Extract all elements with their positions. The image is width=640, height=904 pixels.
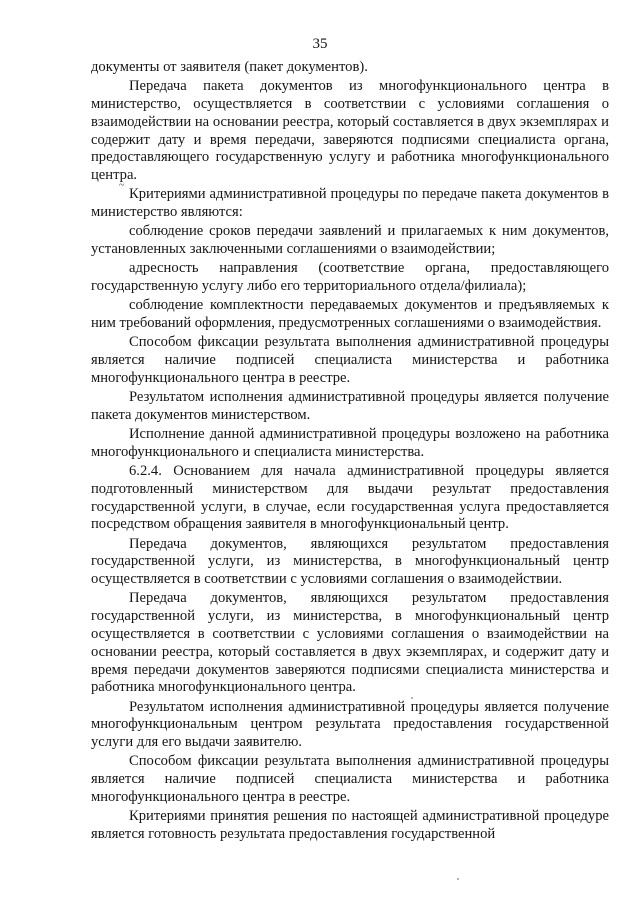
paragraph-criteria-completeness: соблюдение комплектности передаваемых документов и предъявляемых к ним требований оформления, предусмотренных соглашениями о взаимодействия. [91, 297, 609, 332]
page-number: 35 [312, 36, 328, 52]
paragraph-execution: Исполнение данной административной процедуры возложено на работника многофункционального и специалиста министерства. [91, 426, 609, 460]
paragraph-result-receipt: Результатом исполнения административной процедуры является получение многофункциональным центром результата предоставления государственной услуги для его выдачи заявителю. [91, 698, 609, 751]
paragraph-transfer-results-registry: Передача документов, являющихся результатом предоставления государственной услуги, из министерства, в многофункциональный центр осуществляется в соответствии с условиями соглашения о взаимодействии на основании реестра, который составляется в двух экземплярах, и содержит дату и время передачи документов заверяются подписями специалиста министерства и работника многофункционального центра. [91, 590, 609, 696]
paragraph-fixation-method-2: Способом фиксации результата выполнения административной процедуры является наличие подписей специалиста министерства и работника многофункционального центра в реестре. [91, 753, 609, 805]
paragraph-criteria-deadlines: соблюдение сроков передачи заявлений и прилагаемых к ним документов, установленных заключенными соглашениями о взаимодействии; [91, 223, 609, 258]
paragraph-decision-criteria: Критериями принятия решения по настоящей административной процедуре является готовность результата предоставления государственной [91, 808, 609, 842]
paragraph-result: Результатом исполнения административной процедуры является получение пакета документов министерством. [91, 389, 609, 423]
scan-artifact-mark: ~ [119, 180, 125, 191]
paragraph-transfer-results: Передача документов, являющихся результатом предоставления государственной услуги, из министерства, в многофункциональный центр осуществляется в соответствии с условиями соглашения о взаимодействии. [91, 535, 609, 588]
scan-artifact-dot [457, 878, 459, 880]
paragraph-criteria-addressing: адресность направления (соответствие органа, предоставляющего государственную услугу либо его территориального отдела/филиала); [91, 260, 609, 295]
paragraph-criteria-intro: Критериями административной процедуры по передаче пакета документов в министерство являются: [91, 186, 609, 221]
paragraph-fixation-method: Способом фиксации результата выполнения административной процедуры является наличие подписей специалиста министерства и работника многофункционального центра в реестре. [91, 334, 609, 386]
document-body [91, 59, 609, 845]
paragraph-continuation: документы от заявителя (пакет документов). [91, 59, 368, 75]
paragraph-section-6-2-4: 6.2.4. Основанием для начала административной процедуры является подготовленный министерством для выдачи результат предоставления государственной услуги, в случае, если государственная услуга предоставляется посредством обращения заявителя в многофункциональный центр. [91, 463, 609, 533]
paragraph-transfer-package: Передача пакета документов из многофункционального центра в министерство, осуществляется в соответствии с условиями соглашения о взаимодействии на основании реестра, который составляется в двух экземплярах и содержит дату и время передачи, заверяются подписями специалиста органа, предоставляющего государственную услугу и работника многофункционального центра. [91, 78, 609, 184]
scan-artifact-dot [411, 697, 413, 699]
